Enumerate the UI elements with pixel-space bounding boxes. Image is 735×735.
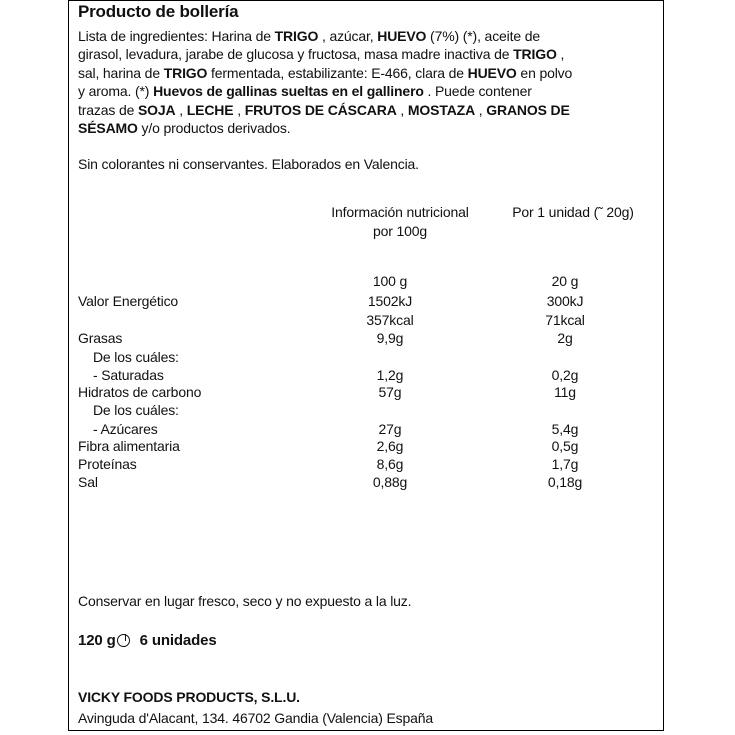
product-title: Producto de bollería: [78, 2, 239, 21]
nutrient-label: De los cuáles:: [78, 349, 179, 365]
allergen-text: HUEVO: [467, 64, 517, 81]
value-per-unit: 0,2g: [551, 367, 579, 383]
value-per-unit: 300kJ: [546, 293, 584, 309]
ingredients-text: ,: [175, 101, 187, 118]
value-per-unit: 11g: [554, 384, 576, 400]
value-per-100g: 2,6g: [376, 438, 404, 454]
nutrient-label: Sal: [78, 474, 98, 490]
allergen-text: GRANOS DE: [486, 101, 570, 118]
nutrition-header-line1: Información nutricional: [331, 204, 469, 220]
estimated-e-mark-icon: [117, 634, 130, 647]
ingredients-line: [78, 82, 654, 100]
additives-note: Sin colorantes ni conservantes. Elaborados en Valencia.: [78, 156, 419, 172]
nutrient-label: - Azúcares: [78, 421, 158, 437]
nutrition-header-per-100g: [300, 204, 500, 239]
allergen-text: TRIGO: [163, 64, 208, 81]
value-per-100g: 0,88g: [372, 474, 408, 490]
allergen-text: TRIGO: [513, 46, 557, 63]
net-quantity: [78, 632, 217, 649]
ingredients-text: ,: [475, 101, 487, 118]
allergen-text: SÉSAMO: [78, 120, 138, 137]
ingredients-text: (7%) (*), aceite de: [426, 28, 541, 44]
ingredients-text: ,: [556, 46, 565, 63]
nutrient-label: Hidratos de carbono: [78, 384, 202, 400]
value-per-100g: 357kcal: [366, 312, 414, 328]
ingredients-text: fermentada, estabilizante: E-466, clara de: [207, 64, 468, 81]
value-per-unit: 5,4g: [551, 421, 579, 437]
ingredients-text: ,: [233, 101, 245, 118]
nutrient-label: Proteínas: [78, 456, 137, 472]
nutrition-header-line2: por 100g: [372, 223, 428, 239]
ingredients-text: sal, harina de: [78, 64, 164, 81]
ingredients-text: Lista de ingredientes: Harina de: [78, 28, 275, 44]
nutrient-label: De los cuáles:: [78, 402, 179, 418]
nutrient-label: Valor Energético: [78, 293, 179, 309]
ingredients-text: . Puede contener: [423, 83, 532, 100]
value-per-unit: 1,7g: [551, 456, 579, 472]
value-per-100g: 57g: [378, 384, 402, 400]
value-per-100g: 1,2g: [376, 367, 404, 383]
allergen-text: SOJA: [137, 101, 176, 118]
ingredients-text: ,: [396, 101, 408, 118]
allergen-text: TRIGO: [274, 28, 319, 44]
value-per-100g: 8,6g: [376, 456, 404, 472]
storage-instructions: Conservar en lugar fresco, seco y no expuesto a la luz.: [78, 593, 412, 609]
value-per-100g: 27g: [378, 421, 402, 437]
ingredients-text: y/o productos derivados.: [137, 120, 291, 137]
nutrient-label: Grasas: [78, 330, 123, 346]
net-weight: 120 g: [78, 632, 116, 649]
allergen-text: MOSTAZA: [407, 101, 476, 118]
ingredients-line: [78, 101, 654, 119]
value-per-unit: 2g: [557, 330, 573, 346]
value-per-unit: 71kcal: [545, 312, 585, 328]
ingredients-text: y aroma. (*): [78, 83, 154, 100]
allergen-text: HUEVO: [377, 28, 427, 44]
ingredients-text: en polvo: [516, 64, 573, 81]
ingredients-list: [78, 27, 654, 137]
allergen-text: LECHE: [186, 101, 234, 118]
ingredients-line: [78, 45, 654, 63]
unit-count: 6 unidades: [139, 632, 217, 649]
ingredients-line: [78, 119, 654, 137]
nutrient-label: - Saturadas: [78, 367, 164, 383]
ingredients-text: girasol, levadura, jarabe de glucosa y fructosa, masa madre inactiva de: [78, 46, 514, 63]
value-per-100g: 9,9g: [376, 330, 404, 346]
company-address: Avinguda d'Alacant, 134. 46702 Gandia (Valencia) España: [78, 710, 434, 726]
ingredients-text: trazas de: [78, 101, 138, 118]
allergen-text: FRUTOS DE CÁSCARA: [244, 101, 397, 118]
allergen-text: Huevos de gallinas sueltas en el gallinero: [153, 83, 424, 100]
nutrient-label: Fibra alimentaria: [78, 438, 180, 454]
value-per-unit: 20 g: [551, 273, 579, 289]
value-per-unit: 0,18g: [547, 474, 583, 490]
ingredients-line: [78, 64, 654, 82]
company-name: VICKY FOODS PRODUCTS, S.L.U.: [78, 689, 300, 705]
ingredients-text: , azúcar,: [318, 28, 378, 44]
value-per-100g: 1502kJ: [367, 293, 413, 309]
value-per-100g: 100 g: [372, 273, 408, 289]
nutrition-header-per-unit: Por 1 unidad (˜ 20g): [512, 204, 634, 220]
value-per-unit: 0,5g: [551, 438, 579, 454]
ingredients-line: [78, 27, 654, 45]
